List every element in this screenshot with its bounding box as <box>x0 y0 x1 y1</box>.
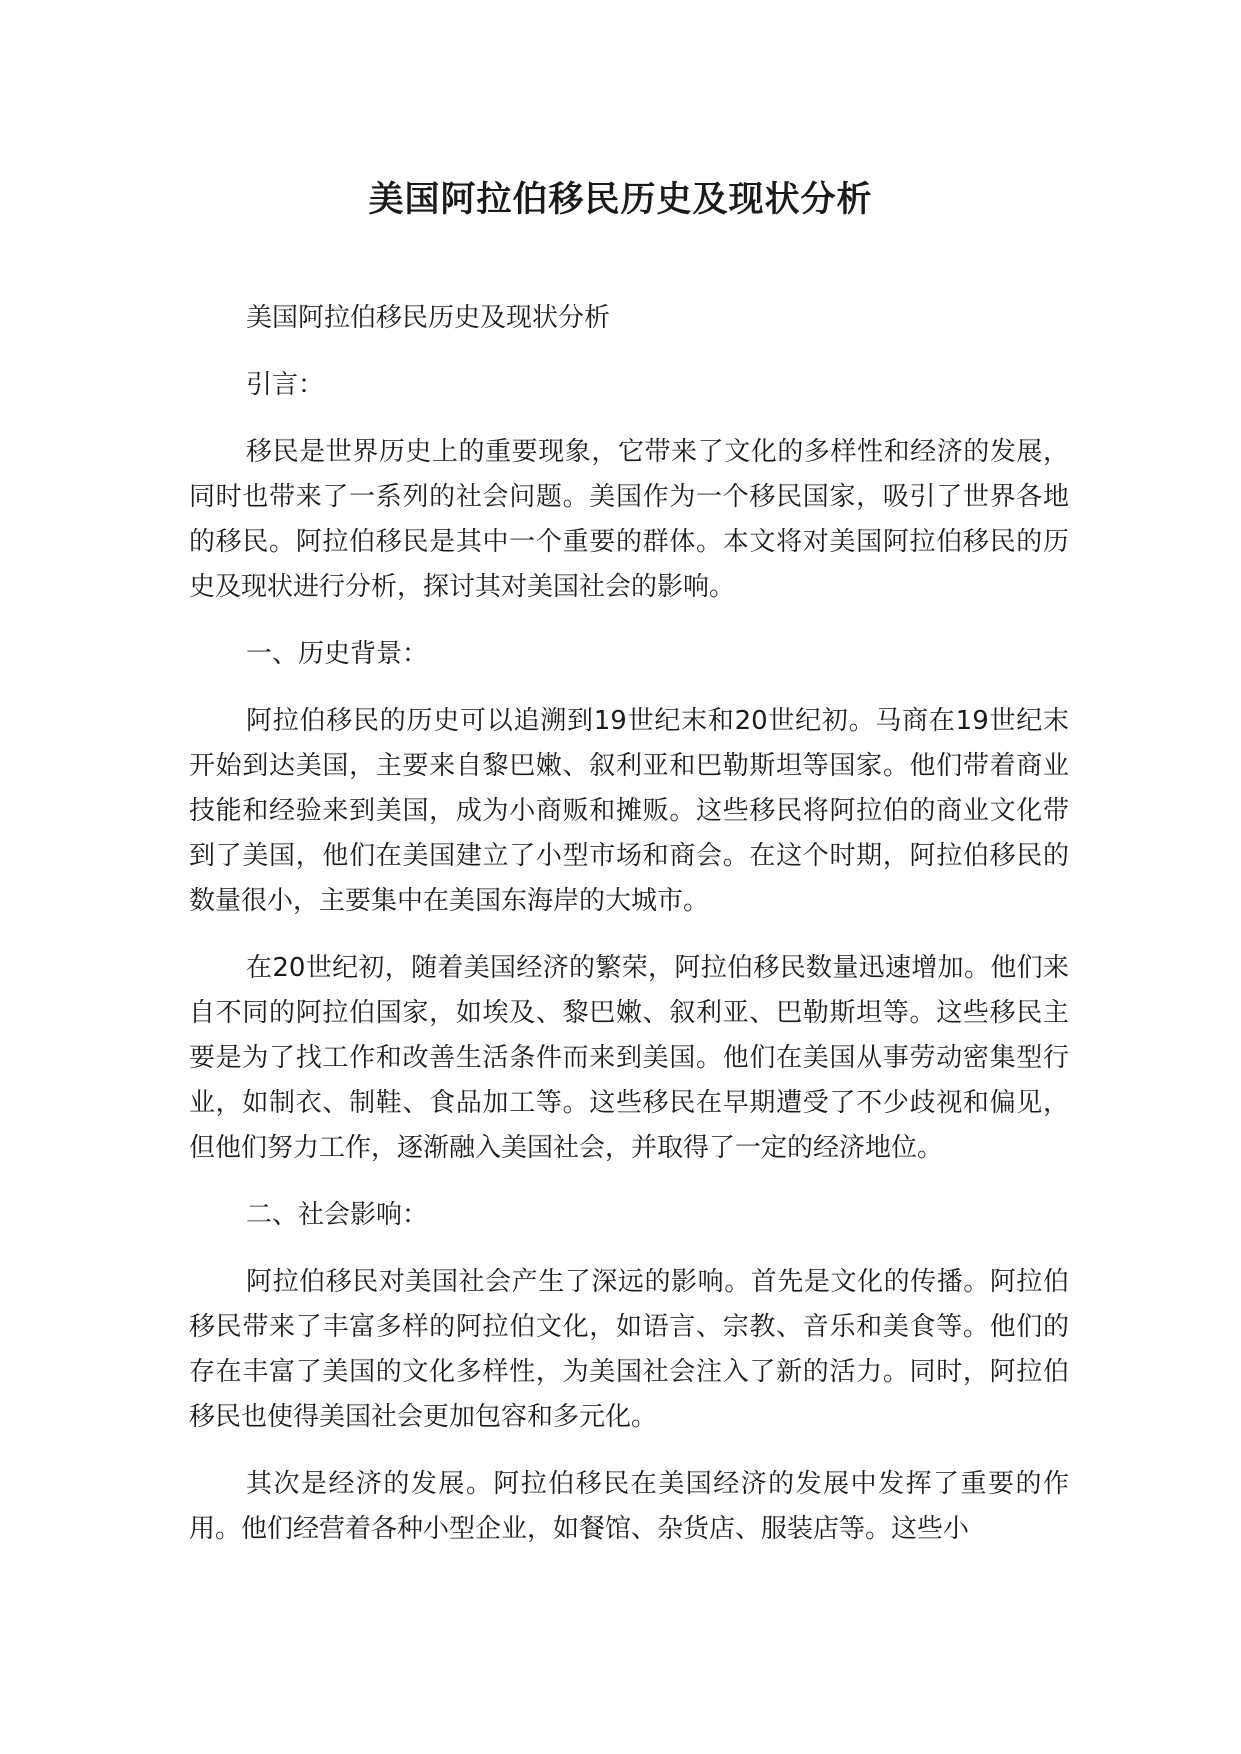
subtitle-paragraph: 美国阿拉伯移民历史及现状分析 <box>246 303 611 333</box>
impact-paragraph-1: 阿拉伯移民对美国社会产生了深远的影响。首先是文化的传播。阿拉伯移民带来了丰富多样的阿拉伯文化，如语言、宗教、音乐和美食等。他们的存在丰富了美国的文化多样性，为美国社会注入了新的活力。同时，阿拉伯移民也使得美国社会更加包容和多元化。 <box>189 1267 1069 1432</box>
document-title: 美国阿拉伯移民历史及现状分析 <box>368 180 873 220</box>
document-body <box>189 296 1069 1574</box>
intro-heading: 引言： <box>246 370 325 400</box>
section-heading-impact: 二、社会影响： <box>246 1200 429 1230</box>
history-paragraph-1: 阿拉伯移民的历史可以追溯到19世纪末和20世纪初。马商在19世纪末开始到达美国，主要来自黎巴嫩、叙利亚和巴勒斯坦等国家。他们带着商业技能和经验来到美国，成为小商贩和摊贩。这些移民将阿拉伯的商业文化带到了美国，他们在美国建立了小型市场和商会。在这个时期，阿拉伯移民的数量很小，主要集中在美国东海岸的大城市。 <box>189 706 1069 916</box>
section-heading-history: 一、历史背景： <box>246 639 429 669</box>
impact-paragraph-2: 其次是经济的发展。阿拉伯移民在美国经济的发展中发挥了重要的作用。他们经营着各种小型企业，如餐馆、杂货店、服装店等。这些小 <box>189 1469 1069 1544</box>
history-paragraph-2: 在20世纪初，随着美国经济的繁荣，阿拉伯移民数量迅速增加。他们来自不同的阿拉伯国家，如埃及、黎巴嫩、叙利亚、巴勒斯坦等。这些移民主要是为了找工作和改善生活条件而来到美国。他们在美国从事劳动密集型行业，如制衣、制鞋、食品加工等。这些移民在早期遭受了不少歧视和偏见，但他们努力工作，逐渐融入美国社会，并取得了一定的经济地位。 <box>189 953 1069 1163</box>
intro-paragraph: 移民是世界历史上的重要现象，它带来了文化的多样性和经济的发展，同时也带来了一系列的社会问题。美国作为一个移民国家，吸引了世界各地的移民。阿拉伯移民是其中一个重要的群体。本文将对美国阿拉伯移民的历史及现状进行分析，探讨其对美国社会的影响。 <box>189 437 1069 602</box>
